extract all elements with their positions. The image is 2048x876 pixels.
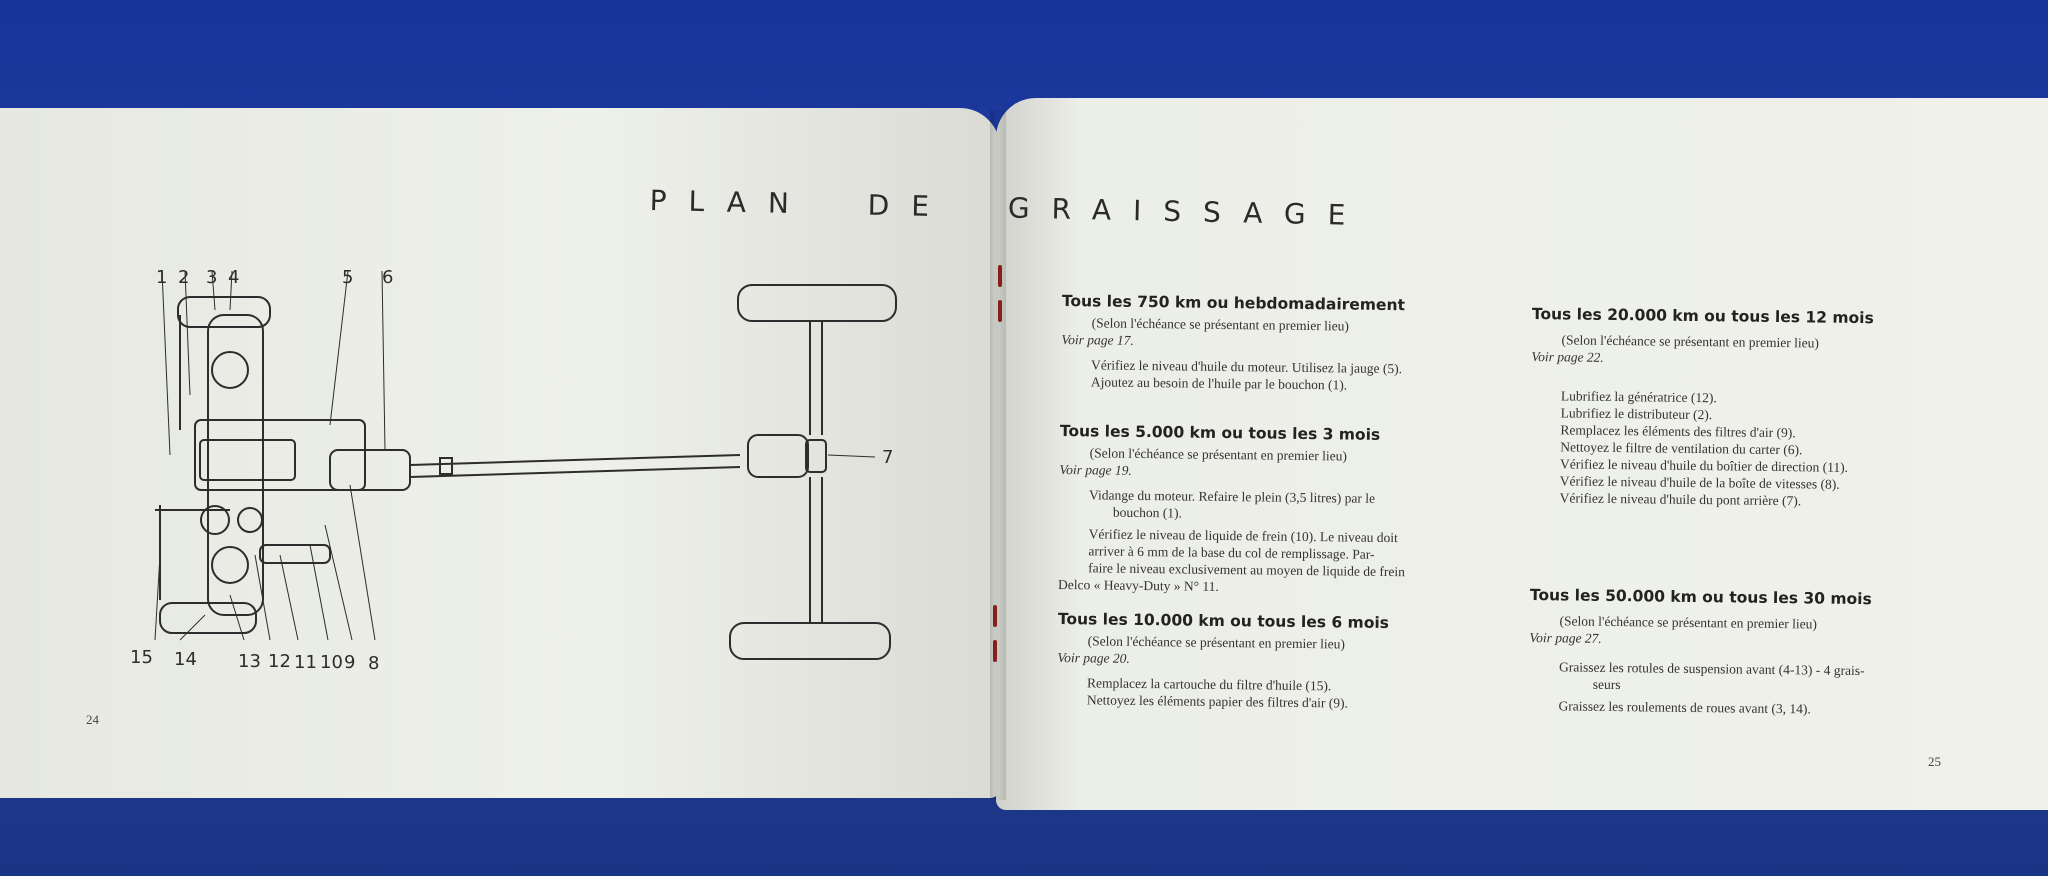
diagram-label: 6 [382,267,394,288]
diagram-label: 3 [206,267,218,288]
diagram-label: 5 [342,267,354,288]
section-5000km [1058,422,1500,599]
page-number-right: 25 [1928,754,1941,769]
instruction-line: Delco « Heavy-Duty » N° 11. [1057,576,1219,594]
instruction-line: Vérifiez le niveau d'huile du moteur. Utilisez la jauge (5). [1091,357,1403,377]
title-word-de: DE [867,188,952,224]
page-number-left: 24 [86,712,99,727]
page-reference: Voir page 27. [1529,629,1602,646]
section-note: (Selon l'échéance se présentant en premier lieu) [1091,315,1350,334]
instruction-line: Ajoutez au besoin de l'huile par le bouchon (1). [1090,374,1348,393]
instruction-line: arriver à 6 mm de la base du col de remplissage. Par- [1088,543,1375,562]
instruction-line: Vérifiez le niveau d'huile du pont arrière (7). [1559,490,1802,509]
chassis-lubrication-diagram [120,255,920,685]
instruction-line: Lubrifiez la génératrice (12). [1560,388,1717,406]
rear-wheel-lower [730,623,890,659]
instruction-line: seurs [1592,676,1621,693]
diagram-label: 4 [228,267,240,288]
diagram-label: 14 [174,649,197,670]
diagram-label: 12 [268,651,291,672]
instruction-line: bouchon (1). [1112,504,1182,521]
section-50000km [1528,586,1970,720]
diagram-label: 10 [320,652,343,673]
section-10000km [1057,610,1498,714]
diagram-label: 11 [294,652,317,673]
title-word-plan: PLAN [649,184,812,221]
instruction-line: Nettoyez les éléments papier des filtres d'air (9). [1086,692,1349,711]
binding-thread [998,300,1002,322]
front-wheel-lower [160,603,256,633]
rear-differential [748,435,808,477]
instruction-line: Remplacez la cartouche du filtre d'huile (15). [1087,675,1332,694]
title-word-graissage: GRAISSAGE [1007,191,1368,233]
diagram-label: 13 [238,651,261,672]
instruction-line: Graissez les rotules de suspension avant (4-13) - 4 grais- [1558,659,1865,679]
instruction-line: Vérifiez le niveau d'huile du boîtier de direction (11). [1559,456,1849,475]
instruction-line: Remplacez les éléments des filtres d'air (9). [1560,422,1796,441]
binding-thread [998,265,1002,287]
instruction-line: Nettoyez le filtre de ventilation du carter (6). [1560,439,1803,458]
page-reference: Voir page 20. [1057,649,1130,666]
instruction-line: Vérifiez le niveau de liquide de frein (10). Le niveau doit [1088,526,1398,546]
section-heading: Tous les 10.000 km ou tous les 6 mois [1057,610,1390,633]
section-heading: Tous les 50.000 km ou tous les 30 mois [1529,586,1872,609]
diagram-label: 15 [130,647,153,668]
section-note: (Selon l'échéance se présentant en premier lieu) [1087,633,1346,652]
page-reference: Voir page 17. [1061,331,1134,348]
diagram-label: 7 [882,447,894,468]
section-heading: Tous les 5.000 km ou tous les 3 mois [1059,422,1381,444]
section-note: (Selon l'échéance se présentant en premier lieu) [1559,613,1817,632]
instruction-line: Graissez les roulements de roues avant (3, 14). [1558,698,1811,717]
section-20000km [1530,305,1972,512]
diagram-label: 8 [368,653,380,674]
binding-thread [993,640,997,662]
rear-wheel-upper [738,285,896,321]
diagram-label: 9 [344,652,356,673]
section-note: (Selon l'échéance se présentant en premier lieu) [1089,445,1348,464]
section-heading: Tous les 750 km ou hebdomadairement [1061,292,1406,315]
front-wheel-upper [178,297,270,327]
section-750km [1061,292,1502,396]
binding-thread [993,605,997,627]
page-reference: Voir page 22. [1531,348,1604,365]
page-reference: Voir page 19. [1059,461,1132,478]
instruction-line: faire le niveau exclusivement au moyen de liquide de frein [1088,560,1406,580]
diagram-label: 1 [156,267,168,288]
instruction-line: Lubrifiez le distributeur (2). [1560,405,1713,423]
instruction-line: Vérifiez le niveau d'huile de la boîte de vitesses (8). [1559,473,1840,492]
instruction-line: Vidange du moteur. Refaire le plein (3,5 litres) par le [1089,487,1376,506]
section-note: (Selon l'échéance se présentant en premier lieu) [1561,332,1819,351]
section-heading: Tous les 20.000 km ou tous les 12 mois [1531,305,1874,328]
diagram-label: 2 [178,267,190,288]
